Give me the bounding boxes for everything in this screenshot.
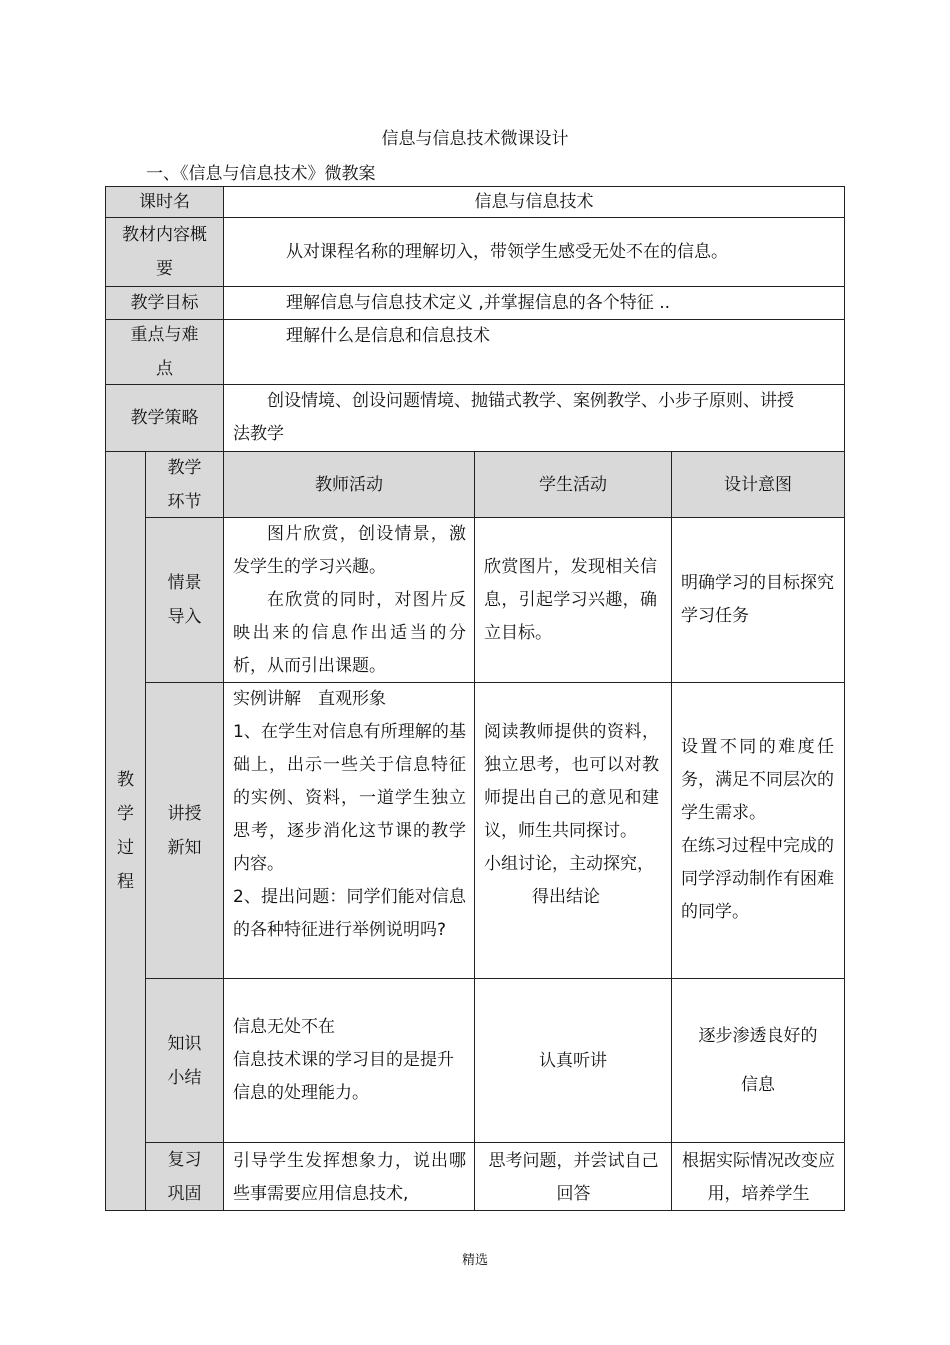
- student-intro-text: 欣赏图片，发现相关信息，引起学习兴趣，确立目标。: [484, 556, 657, 643]
- student-activity-intro: [474, 517, 672, 683]
- key-points-value: [223, 319, 845, 385]
- section-subtitle: 一、《信息与信息技术》微教案: [146, 164, 376, 184]
- teacher-activity-new-knowledge: [223, 682, 475, 979]
- teacher-header: 教师活动: [223, 451, 475, 518]
- teacher-new-l2: 1、在学生对信息有所理解的基础上，出示一些关于信息特征的实例、资料，一道学生独立思考，逐步消化这节课的教学内容。: [233, 722, 466, 874]
- student-new-l3: 得出结论: [532, 887, 600, 907]
- teacher-summary-l2: 信息技术课的学习目的是提升信息的处理能力。: [233, 1050, 454, 1103]
- intent-header: 设计意图: [671, 451, 845, 518]
- intent-new-knowledge: [671, 682, 845, 979]
- teacher-intro-p2: 在欣赏的同时，对图片反映出来的信息作出适当的分析，从而引出课题。: [233, 590, 466, 676]
- strategy-text: 创设情境、创设问题情境、抛锚式教学、案例教学、小步子原则、讲授法教学: [233, 391, 794, 444]
- student-activity-summary: 认真听讲: [474, 978, 672, 1143]
- intent-intro: [671, 517, 845, 683]
- process-label: 教学过程: [105, 451, 146, 1211]
- strategy-label: 教学策略: [105, 384, 224, 452]
- key-points-text: 理解什么是信息和信息技术: [286, 326, 490, 346]
- strategy-value: [223, 384, 845, 452]
- page-footer: 精选: [461, 1253, 488, 1268]
- student-new-l1: 阅读教师提供的资料，独立思考，也可以对教师提出自己的意见和建议，师生共同探讨。: [484, 722, 659, 841]
- document-title: 信息与信息技术微课设计: [381, 129, 569, 149]
- stage-new-knowledge: 讲授新知: [145, 682, 224, 979]
- teacher-activity-summary: [223, 978, 475, 1143]
- stage-header: 教学环节: [145, 451, 224, 518]
- course-name-label: 课时名: [105, 186, 224, 218]
- stage-intro: 情景导入: [145, 517, 224, 683]
- teacher-review-text: 引导学生发挥想象力，说出哪些事需要应用信息技术,: [233, 1151, 466, 1204]
- course-name-value: 信息与信息技术: [223, 186, 845, 218]
- content-text: 从对课程名称的理解切入，带领学生感受无处不在的信息。: [286, 241, 728, 262]
- student-activity-new-knowledge: [474, 682, 672, 979]
- intent-new-l2: 在练习过程中完成的同学浮动制作有困难的同学。: [681, 836, 834, 922]
- intent-summary-l1: 逐步渗透良好的: [698, 1025, 818, 1046]
- student-header: 学生活动: [474, 451, 672, 518]
- teacher-new-l3: 2、提出问题：同学们能对信息的各种特征进行举例说明吗?: [233, 887, 466, 940]
- content-label: 教材内容概要: [105, 217, 224, 287]
- student-review-text: 思考问题，并尝试自己回答: [488, 1151, 659, 1204]
- stage-summary: 知识小结: [145, 978, 224, 1143]
- goal-text: 理解信息与信息技术定义 ,并掌握信息的各个特征 ..: [286, 292, 671, 313]
- intent-new-l1: 设置不同的难度任务，满足不同层次的学生需求。: [681, 737, 834, 823]
- teacher-activity-intro: [223, 517, 475, 683]
- intent-summary: [671, 978, 845, 1143]
- goal-value: [223, 286, 845, 320]
- intent-review-text: 根据实际情况改变应用，培养学生: [682, 1151, 835, 1204]
- student-activity-review: [474, 1142, 672, 1211]
- student-new-l2: 小组讨论，主动探究，: [484, 854, 654, 874]
- teacher-intro-p1: 图片欣赏，创设情景，激发学生的学习兴趣。: [233, 524, 466, 577]
- intent-review: [671, 1142, 845, 1211]
- stage-review: 复习巩固: [145, 1142, 224, 1211]
- key-points-label: 重点与难点: [105, 319, 224, 385]
- teacher-activity-review: [223, 1142, 475, 1211]
- goal-label: 教学目标: [105, 286, 224, 320]
- content-value: [223, 217, 845, 287]
- intent-intro-text: 明确学习的目标探究学习任务: [681, 573, 834, 626]
- intent-summary-l2: 信息: [741, 1074, 775, 1095]
- teacher-new-l1: 实例讲解 直观形象: [233, 689, 386, 709]
- teacher-summary-l1: 信息无处不在: [233, 1017, 335, 1037]
- lesson-plan-table: [105, 186, 845, 1211]
